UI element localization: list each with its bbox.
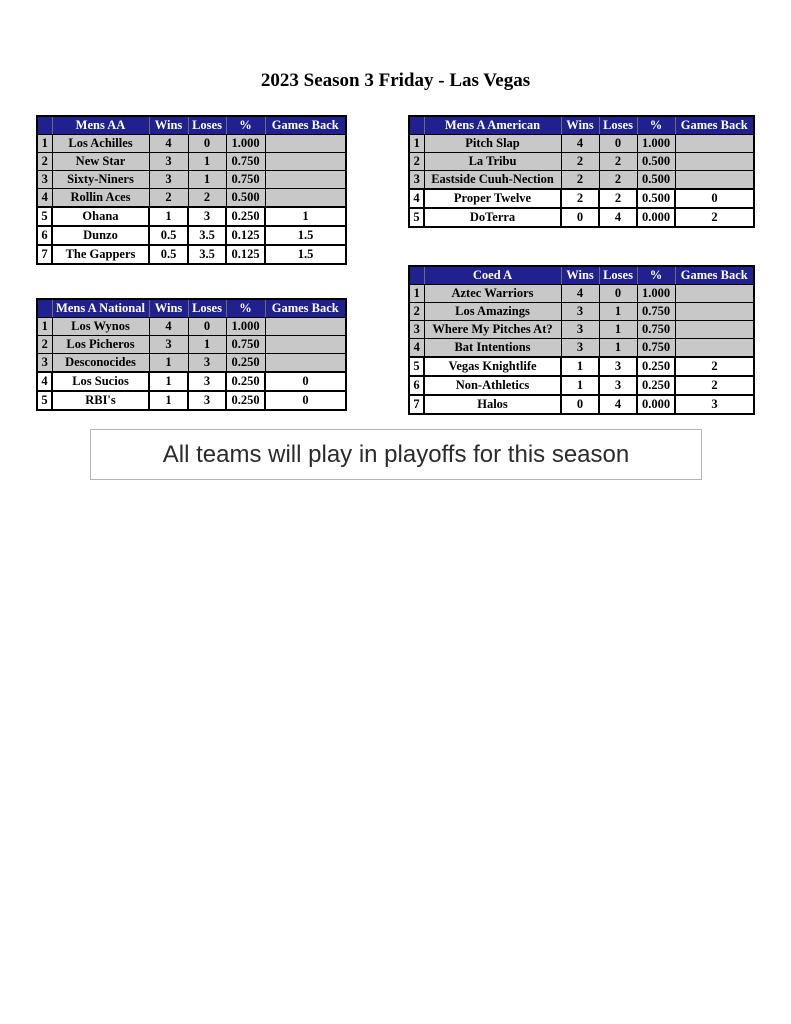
loses-cell: 3 — [188, 207, 226, 226]
table-row — [37, 372, 346, 391]
team-cell: Ohana — [52, 207, 149, 226]
header-games-back: Games Back — [265, 299, 346, 318]
standings-table-coed-a — [408, 265, 753, 415]
wins-cell: 1 — [149, 391, 188, 410]
team-cell: Non-Athletics — [424, 376, 561, 395]
table-row — [37, 391, 346, 410]
standings-table — [408, 115, 755, 228]
loses-cell: 1 — [188, 171, 226, 189]
standings-table-mens-aa — [36, 115, 345, 265]
games-back-cell: 2 — [675, 376, 754, 395]
header-loses: Loses — [599, 116, 637, 135]
wins-cell: 0 — [561, 395, 599, 414]
team-cell: Proper Twelve — [424, 189, 561, 208]
rank-cell: 5 — [409, 357, 424, 376]
rank-cell: 4 — [409, 189, 424, 208]
pct-cell: 0.250 — [226, 372, 265, 391]
table-row — [409, 339, 754, 358]
team-cell: Los Wynos — [52, 318, 149, 336]
rank-cell: 1 — [409, 285, 424, 303]
standings-table — [36, 115, 347, 265]
wins-cell: 2 — [561, 189, 599, 208]
team-cell: Los Achilles — [52, 135, 149, 153]
table-row — [409, 303, 754, 321]
pct-cell: 0.750 — [637, 303, 675, 321]
division-name: Coed A — [424, 266, 561, 285]
pct-cell: 1.000 — [637, 135, 675, 153]
wins-cell: 0.5 — [149, 245, 188, 264]
header-games-back: Games Back — [675, 116, 754, 135]
wins-cell: 3 — [561, 321, 599, 339]
table-row — [37, 207, 346, 226]
loses-cell: 0 — [599, 135, 637, 153]
wins-cell: 1 — [561, 376, 599, 395]
pct-cell: 0.500 — [637, 189, 675, 208]
games-back-cell — [675, 285, 754, 303]
rank-cell: 5 — [37, 207, 52, 226]
games-back-cell — [675, 321, 754, 339]
games-back-cell: 1.5 — [265, 245, 346, 264]
team-cell: Aztec Warriors — [424, 285, 561, 303]
rank-cell: 5 — [37, 391, 52, 410]
header-row — [37, 116, 346, 135]
loses-cell: 1 — [188, 153, 226, 171]
pct-cell: 0.250 — [226, 354, 265, 373]
games-back-cell: 1 — [265, 207, 346, 226]
wins-cell: 3 — [149, 336, 188, 354]
team-cell: Vegas Knightlife — [424, 357, 561, 376]
standings-table — [36, 298, 347, 411]
loses-cell: 3 — [599, 357, 637, 376]
pct-cell: 0.250 — [637, 357, 675, 376]
pct-cell: 0.125 — [226, 226, 265, 245]
loses-cell: 4 — [599, 208, 637, 227]
games-back-cell — [265, 336, 346, 354]
games-back-cell: 0 — [265, 391, 346, 410]
team-cell: Dunzo — [52, 226, 149, 245]
rank-cell: 1 — [37, 318, 52, 336]
wins-cell: 4 — [561, 135, 599, 153]
loses-cell: 1 — [599, 339, 637, 358]
header-loses: Loses — [188, 299, 226, 318]
wins-cell: 1 — [561, 357, 599, 376]
loses-cell: 1 — [599, 321, 637, 339]
pct-cell: 0.250 — [226, 391, 265, 410]
team-cell: Where My Pitches At? — [424, 321, 561, 339]
page-title: 2023 Season 3 Friday - Las Vegas — [260, 70, 531, 91]
games-back-cell: 0 — [265, 372, 346, 391]
team-cell: Rollin Aces — [52, 189, 149, 208]
table-row — [37, 336, 346, 354]
table-row — [37, 135, 346, 153]
team-cell: Desconocides — [52, 354, 149, 373]
rank-cell: 1 — [409, 135, 424, 153]
wins-cell: 2 — [561, 171, 599, 190]
loses-cell: 1 — [188, 336, 226, 354]
wins-cell: 4 — [149, 318, 188, 336]
standings-table-mens-a-national — [36, 298, 345, 411]
header-loses: Loses — [188, 116, 226, 135]
rank-cell: 6 — [37, 226, 52, 245]
header-pct: % — [637, 266, 675, 285]
header-rank-spacer — [37, 299, 52, 318]
wins-cell: 1 — [149, 354, 188, 373]
table-row — [409, 153, 754, 171]
team-cell: Eastside Cuuh-Nection — [424, 171, 561, 190]
rank-cell: 5 — [409, 208, 424, 227]
wins-cell: 3 — [561, 303, 599, 321]
loses-cell: 3 — [599, 376, 637, 395]
rank-cell: 3 — [37, 354, 52, 373]
team-cell: Los Picheros — [52, 336, 149, 354]
pct-cell: 1.000 — [226, 318, 265, 336]
wins-cell: 3 — [561, 339, 599, 358]
games-back-cell — [265, 354, 346, 373]
table-row — [37, 318, 346, 336]
header-rank-spacer — [409, 116, 424, 135]
table-row — [409, 285, 754, 303]
rank-cell: 4 — [37, 372, 52, 391]
header-pct: % — [637, 116, 675, 135]
table-row — [37, 171, 346, 189]
team-cell: Halos — [424, 395, 561, 414]
team-cell: RBI's — [52, 391, 149, 410]
wins-cell: 1 — [149, 207, 188, 226]
table-row — [37, 354, 346, 373]
loses-cell: 3 — [188, 391, 226, 410]
wins-cell: 3 — [149, 171, 188, 189]
rank-cell: 3 — [409, 171, 424, 190]
team-cell: Sixty-Niners — [52, 171, 149, 189]
wins-cell: 3 — [149, 153, 188, 171]
wins-cell: 0 — [561, 208, 599, 227]
table-row — [409, 395, 754, 414]
team-cell: New Star — [52, 153, 149, 171]
table-row — [409, 135, 754, 153]
loses-cell: 4 — [599, 395, 637, 414]
pct-cell: 0.750 — [637, 339, 675, 358]
table-row — [37, 153, 346, 171]
header-wins: Wins — [149, 116, 188, 135]
pct-cell: 0.500 — [637, 171, 675, 190]
header-games-back: Games Back — [675, 266, 754, 285]
header-rank-spacer — [37, 116, 52, 135]
games-back-cell: 1.5 — [265, 226, 346, 245]
team-cell: Bat Intentions — [424, 339, 561, 358]
wins-cell: 2 — [561, 153, 599, 171]
rank-cell: 6 — [409, 376, 424, 395]
table-row — [409, 189, 754, 208]
playoffs-note-text: All teams will play in playoffs for this season — [162, 440, 630, 468]
wins-cell: 2 — [149, 189, 188, 208]
header-wins: Wins — [561, 116, 599, 135]
pct-cell: 1.000 — [637, 285, 675, 303]
loses-cell: 2 — [599, 171, 637, 190]
team-cell: Los Sucios — [52, 372, 149, 391]
games-back-cell — [265, 189, 346, 208]
standings-table-mens-a-american — [408, 115, 753, 228]
rank-cell: 4 — [409, 339, 424, 358]
pct-cell: 0.500 — [226, 189, 265, 208]
pct-cell: 0.750 — [226, 153, 265, 171]
team-cell: La Tribu — [424, 153, 561, 171]
team-cell: DoTerra — [424, 208, 561, 227]
team-cell: The Gappers — [52, 245, 149, 264]
loses-cell: 2 — [599, 153, 637, 171]
rank-cell: 3 — [409, 321, 424, 339]
table-row — [409, 321, 754, 339]
header-wins: Wins — [149, 299, 188, 318]
playoffs-note-box — [90, 429, 702, 480]
loses-cell: 2 — [599, 189, 637, 208]
header-loses: Loses — [599, 266, 637, 285]
pct-cell: 0.125 — [226, 245, 265, 264]
games-back-cell: 2 — [675, 208, 754, 227]
wins-cell: 4 — [561, 285, 599, 303]
loses-cell: 3 — [188, 372, 226, 391]
games-back-cell: 3 — [675, 395, 754, 414]
pct-cell: 0.750 — [226, 171, 265, 189]
games-back-cell: 2 — [675, 357, 754, 376]
games-back-cell: 0 — [675, 189, 754, 208]
header-row — [37, 299, 346, 318]
pct-cell: 0.250 — [226, 207, 265, 226]
rank-cell: 1 — [37, 135, 52, 153]
games-back-cell — [265, 171, 346, 189]
wins-cell: 4 — [149, 135, 188, 153]
games-back-cell — [265, 153, 346, 171]
header-pct: % — [226, 299, 265, 318]
table-row — [409, 208, 754, 227]
rank-cell: 2 — [409, 153, 424, 171]
table-row — [37, 245, 346, 264]
table-row — [37, 189, 346, 208]
team-cell: Pitch Slap — [424, 135, 561, 153]
pct-cell: 1.000 — [226, 135, 265, 153]
loses-cell: 3.5 — [188, 245, 226, 264]
division-name: Mens A National — [52, 299, 149, 318]
games-back-cell — [675, 171, 754, 190]
games-back-cell — [675, 153, 754, 171]
rank-cell: 2 — [409, 303, 424, 321]
loses-cell: 3 — [188, 354, 226, 373]
games-back-cell — [265, 318, 346, 336]
header-row — [409, 116, 754, 135]
wins-cell: 1 — [149, 372, 188, 391]
wins-cell: 0.5 — [149, 226, 188, 245]
division-name: Mens A American — [424, 116, 561, 135]
rank-cell: 2 — [37, 153, 52, 171]
header-wins: Wins — [561, 266, 599, 285]
header-games-back: Games Back — [265, 116, 346, 135]
division-name: Mens AA — [52, 116, 149, 135]
rank-cell: 4 — [37, 189, 52, 208]
rank-cell: 2 — [37, 336, 52, 354]
loses-cell: 0 — [188, 135, 226, 153]
rank-cell: 7 — [37, 245, 52, 264]
pct-cell: 0.250 — [637, 376, 675, 395]
header-row — [409, 266, 754, 285]
rank-cell: 7 — [409, 395, 424, 414]
team-cell: Los Amazings — [424, 303, 561, 321]
pct-cell: 0.000 — [637, 395, 675, 414]
games-back-cell — [265, 135, 346, 153]
pct-cell: 0.750 — [226, 336, 265, 354]
table-row — [409, 376, 754, 395]
pct-cell: 0.000 — [637, 208, 675, 227]
table-row — [409, 171, 754, 190]
table-row — [37, 226, 346, 245]
table-row — [409, 357, 754, 376]
header-rank-spacer — [409, 266, 424, 285]
games-back-cell — [675, 339, 754, 358]
loses-cell: 0 — [188, 318, 226, 336]
header-pct: % — [226, 116, 265, 135]
loses-cell: 0 — [599, 285, 637, 303]
rank-cell: 3 — [37, 171, 52, 189]
games-back-cell — [675, 135, 754, 153]
loses-cell: 1 — [599, 303, 637, 321]
pct-cell: 0.750 — [637, 321, 675, 339]
pct-cell: 0.500 — [637, 153, 675, 171]
loses-cell: 3.5 — [188, 226, 226, 245]
standings-table — [408, 265, 755, 415]
loses-cell: 2 — [188, 189, 226, 208]
games-back-cell — [675, 303, 754, 321]
